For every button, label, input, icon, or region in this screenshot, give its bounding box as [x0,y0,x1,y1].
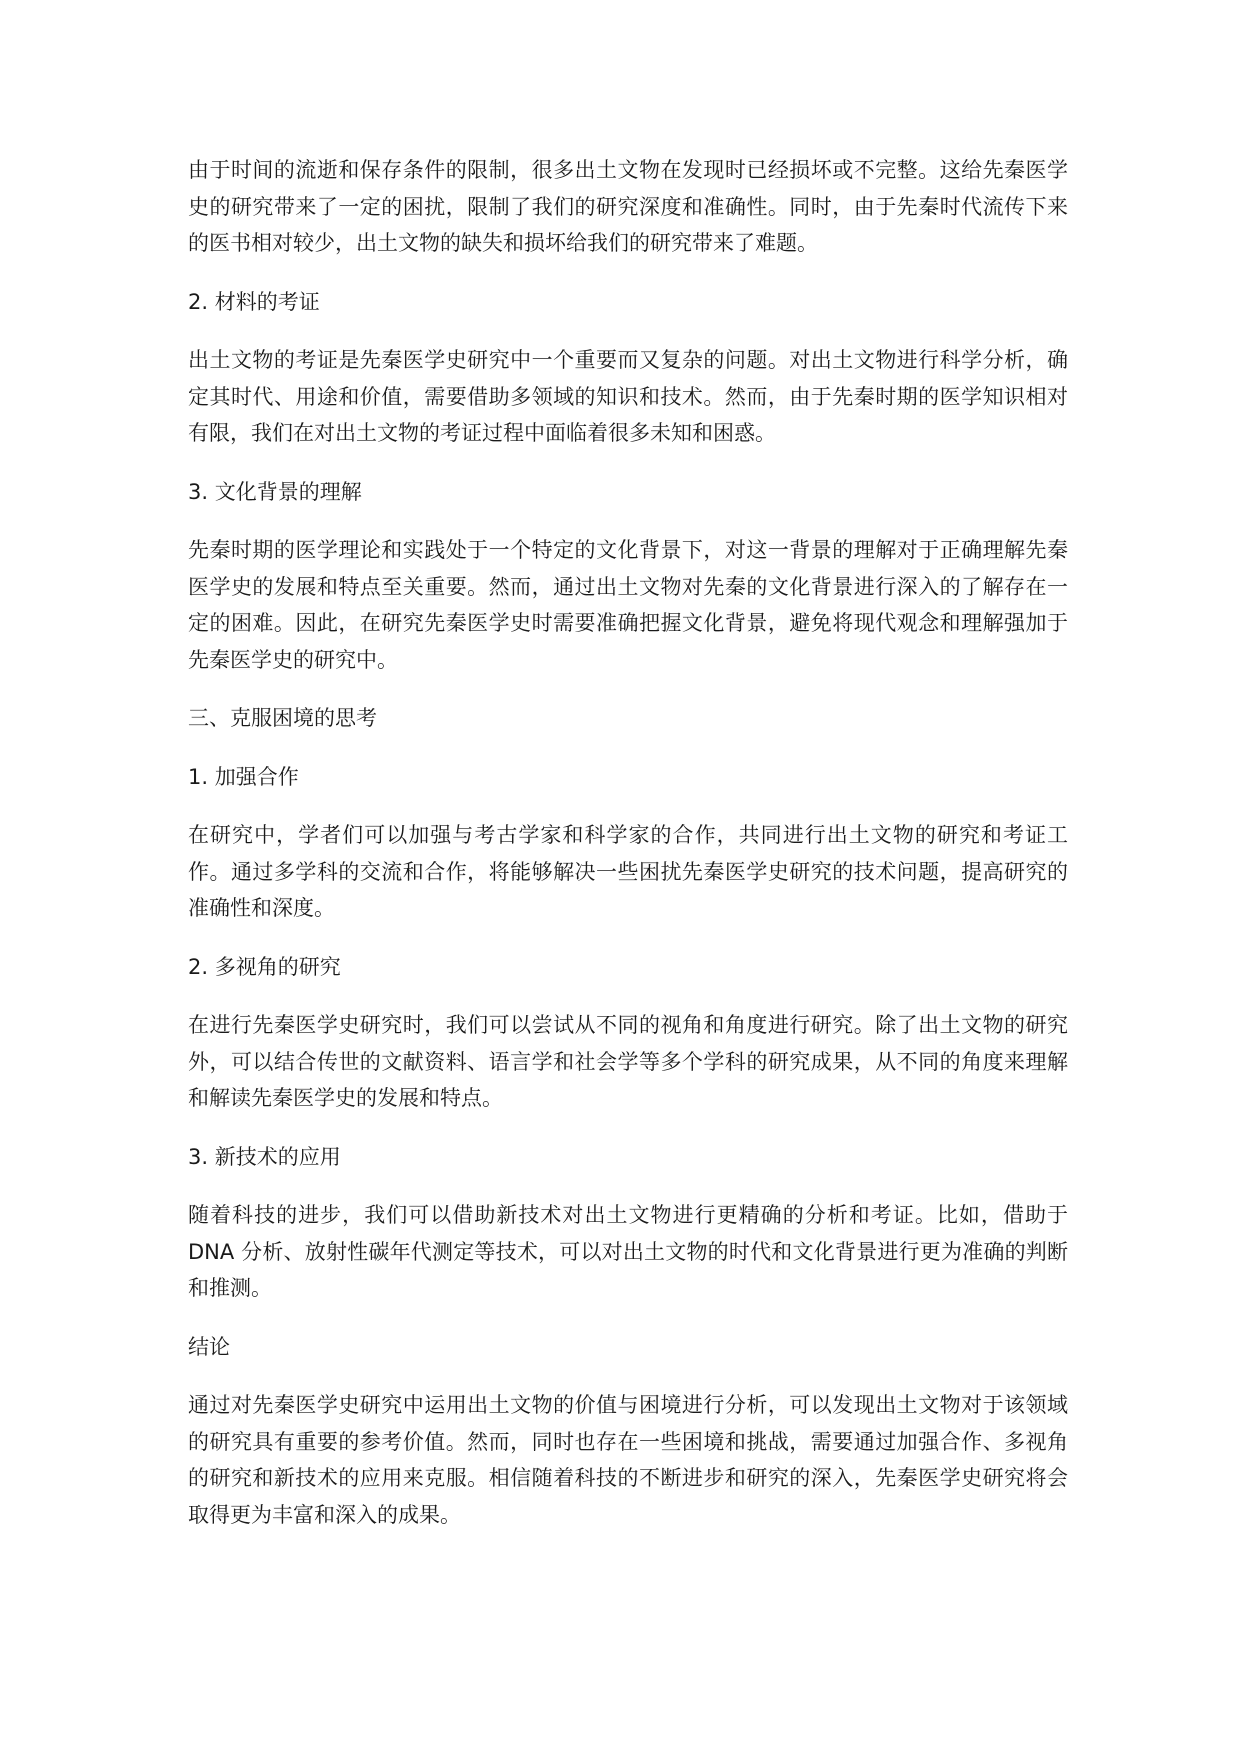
paragraph-strengthen-cooperation: 在研究中，学者们可以加强与考古学家和科学家的合作，共同进行出土文物的研究和考证工作。通过多学科的交流和合作，将能够解决一些困扰先秦医学史研究的技术问题，提高研究的准确性和深度。 [188,823,1068,920]
heading-conclusion: 结论 [188,1334,230,1359]
paragraph-multi-perspective: 在进行先秦医学史研究时，我们可以尝试从不同的视角和角度进行研究。除了出土文物的研究外，可以结合传世的文献资料、语言学和社会学等多个学科的研究成果，从不同的角度来理解和解读先秦医学史的发展和特点。 [188,1013,1068,1110]
heading-strengthen-cooperation: 1. 加强合作 [188,764,299,789]
heading-material-verification: 2. 材料的考证 [188,289,320,314]
document-body [188,152,1068,1555]
heading-new-technology: 3. 新技术的应用 [188,1144,341,1169]
heading-multi-perspective: 2. 多视角的研究 [188,954,341,979]
paragraph-conclusion: 通过对先秦医学史研究中运用出土文物的价值与困境进行分析，可以发现出土文物对于该领域的研究具有重要的参考价值。然而，同时也存在一些困境和挑战，需要通过加强合作、多视角的研究和新技术的应用来克服。相信随着科技的不断进步和研究的深入，先秦医学史研究将会取得更为丰富和深入的成果。 [188,1393,1068,1527]
heading-overcoming-difficulties: 三、克服困境的思考 [188,706,377,730]
paragraph-material-verification: 出土文物的考证是先秦医学史研究中一个重要而又复杂的问题。对出土文物进行科学分析，确定其时代、用途和价值，需要借助多领域的知识和技术。然而，由于先秦时期的医学知识相对有限，我们在对出土文物的考证过程中面临着很多未知和困惑。 [188,348,1068,445]
paragraph-new-technology: 随着科技的进步，我们可以借助新技术对出土文物进行更精确的分析和考证。比如，借助于 DNA 分析、放射性碳年代测定等技术，可以对出土文物的时代和文化背景进行更为准确的判断和推测。 [188,1203,1068,1300]
paragraph-damage-limitations: 由于时间的流逝和保存条件的限制，很多出土文物在发现时已经损坏或不完整。这给先秦医学史的研究带来了一定的困扰，限制了我们的研究深度和准确性。同时，由于先秦时代流传下来的医书相对较少，出土文物的缺失和损坏给我们的研究带来了难题。 [188,158,1068,255]
heading-cultural-background: 3. 文化背景的理解 [188,479,362,504]
paragraph-cultural-background: 先秦时期的医学理论和实践处于一个特定的文化背景下，对这一背景的理解对于正确理解先秦医学史的发展和特点至关重要。然而，通过出土文物对先秦的文化背景进行深入的了解存在一定的困难。因此，在研究先秦医学史时需要准确把握文化背景，避免将现代观念和理解强加于先秦医学史的研究中。 [188,538,1068,672]
